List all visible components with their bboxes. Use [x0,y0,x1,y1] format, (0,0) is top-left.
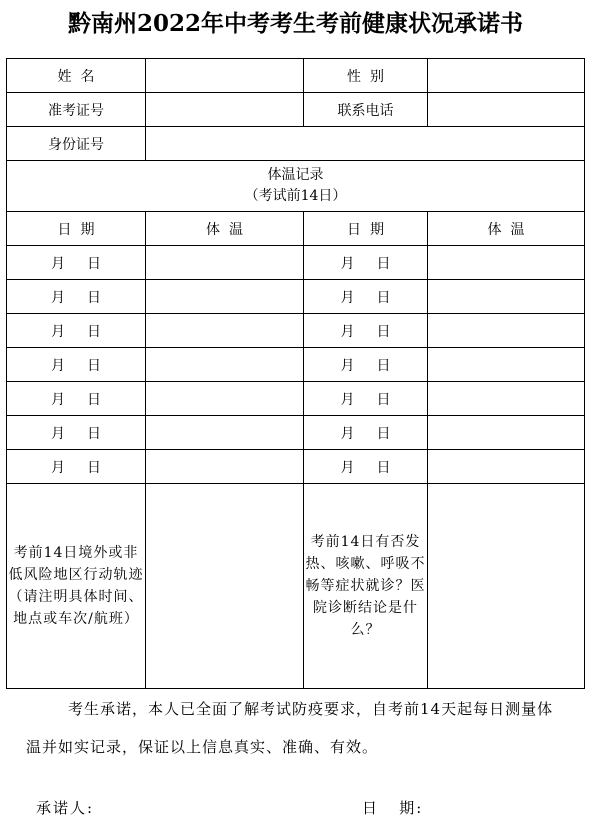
day-label: 日 [87,323,101,340]
month-label: 月 [51,323,65,340]
signer-label: 承诺人: [36,799,95,817]
temperature-row [7,314,585,348]
date-cell[interactable] [304,382,428,416]
date-column-header: 日 期 [304,212,428,246]
day-label: 日 [376,459,391,476]
temperature-column-header: 体 温 [428,212,585,246]
temperature-cell[interactable] [146,348,304,382]
id-number-field[interactable] [146,127,585,161]
date-cell[interactable] [304,450,428,484]
date-cell[interactable] [304,280,428,314]
day-label: 日 [376,357,391,374]
month-label: 月 [51,289,65,306]
temperature-header-row [7,161,585,212]
month-label: 月 [340,323,355,340]
gender-label: 性 别 [304,59,428,93]
month-label: 月 [51,357,65,374]
month-label: 月 [51,459,65,476]
temperature-cell[interactable] [428,246,585,280]
month-label: 月 [340,357,355,374]
month-label: 月 [340,459,355,476]
name-field[interactable] [146,59,304,93]
admission-row [7,93,585,127]
commitment-statement: 考生承诺，本人已全面了解考试防疫要求，自考前14天起每日测量体温并如实记录，保证以上信息真实、准确、有效。 [26,700,554,756]
temperature-cell[interactable] [146,450,304,484]
temperature-cell[interactable] [428,450,585,484]
day-label: 日 [87,425,101,442]
day-label: 日 [87,391,101,408]
month-label: 月 [51,425,65,442]
month-label: 月 [340,289,355,306]
date-cell[interactable] [7,246,146,280]
health-form-table [6,58,585,689]
date-cell[interactable] [7,280,146,314]
travel-question-label: 考前14日境外或非低风险地区行动轨迹（请注明具体时间、地点或车次/航班） [7,484,146,689]
date-cell[interactable] [7,382,146,416]
temperature-cell[interactable] [146,314,304,348]
day-label: 日 [87,357,101,374]
temperature-column-headers [7,212,585,246]
date-column-header: 日 期 [7,212,146,246]
day-label: 日 [376,391,391,408]
questions-row [7,484,585,689]
name-row [7,59,585,93]
temperature-row [7,382,585,416]
temperature-cell[interactable] [146,416,304,450]
temperature-header-line1: 体温记录 [267,167,324,183]
month-label: 月 [51,255,65,272]
temperature-cell[interactable] [428,348,585,382]
day-label: 日 [376,323,391,340]
day-label: 日 [376,425,391,442]
phone-label: 联系电话 [304,93,428,127]
temperature-row [7,348,585,382]
temperature-row [7,416,585,450]
name-label: 姓 名 [7,59,146,93]
date-cell[interactable] [7,450,146,484]
temperature-cell[interactable] [428,416,585,450]
day-label: 日 [87,255,101,272]
page-title: 黔南州2022年中考考生考前健康状况承诺书 [67,10,523,37]
temperature-cell[interactable] [146,280,304,314]
date-cell[interactable] [7,416,146,450]
temperature-row [7,280,585,314]
id-number-label: 身份证号 [7,127,146,161]
temperature-column-header: 体 温 [146,212,304,246]
date-cell[interactable] [7,314,146,348]
date-cell[interactable] [7,348,146,382]
date-cell[interactable] [304,348,428,382]
temperature-cell[interactable] [428,314,585,348]
month-label: 月 [340,255,355,272]
admission-number-field[interactable] [146,93,304,127]
month-label: 月 [340,425,355,442]
admission-number-label: 准考证号 [7,93,146,127]
temperature-cell[interactable] [428,280,585,314]
gender-field[interactable] [428,59,585,93]
phone-field[interactable] [428,93,585,127]
month-label: 月 [51,391,65,408]
temperature-row [7,450,585,484]
id-row [7,127,585,161]
date-cell[interactable] [304,246,428,280]
travel-answer-field[interactable] [146,484,304,689]
day-label: 日 [87,459,101,476]
temperature-cell[interactable] [428,382,585,416]
temperature-rows [7,246,585,484]
temperature-header-line2: （考试前14日） [244,188,347,204]
date-cell[interactable] [304,416,428,450]
date-label: 日 期: [362,799,424,817]
day-label: 日 [376,289,391,306]
day-label: 日 [376,255,391,272]
date-cell[interactable] [304,314,428,348]
symptoms-question-label: 考前14日有否发热、咳嗽、呼吸不畅等症状就诊？医院诊断结论是什么？ [304,484,428,689]
symptoms-answer-field[interactable] [428,484,585,689]
temperature-record-header [7,161,585,212]
month-label: 月 [340,391,355,408]
temperature-row [7,246,585,280]
temperature-cell[interactable] [146,246,304,280]
day-label: 日 [87,289,101,306]
temperature-cell[interactable] [146,382,304,416]
